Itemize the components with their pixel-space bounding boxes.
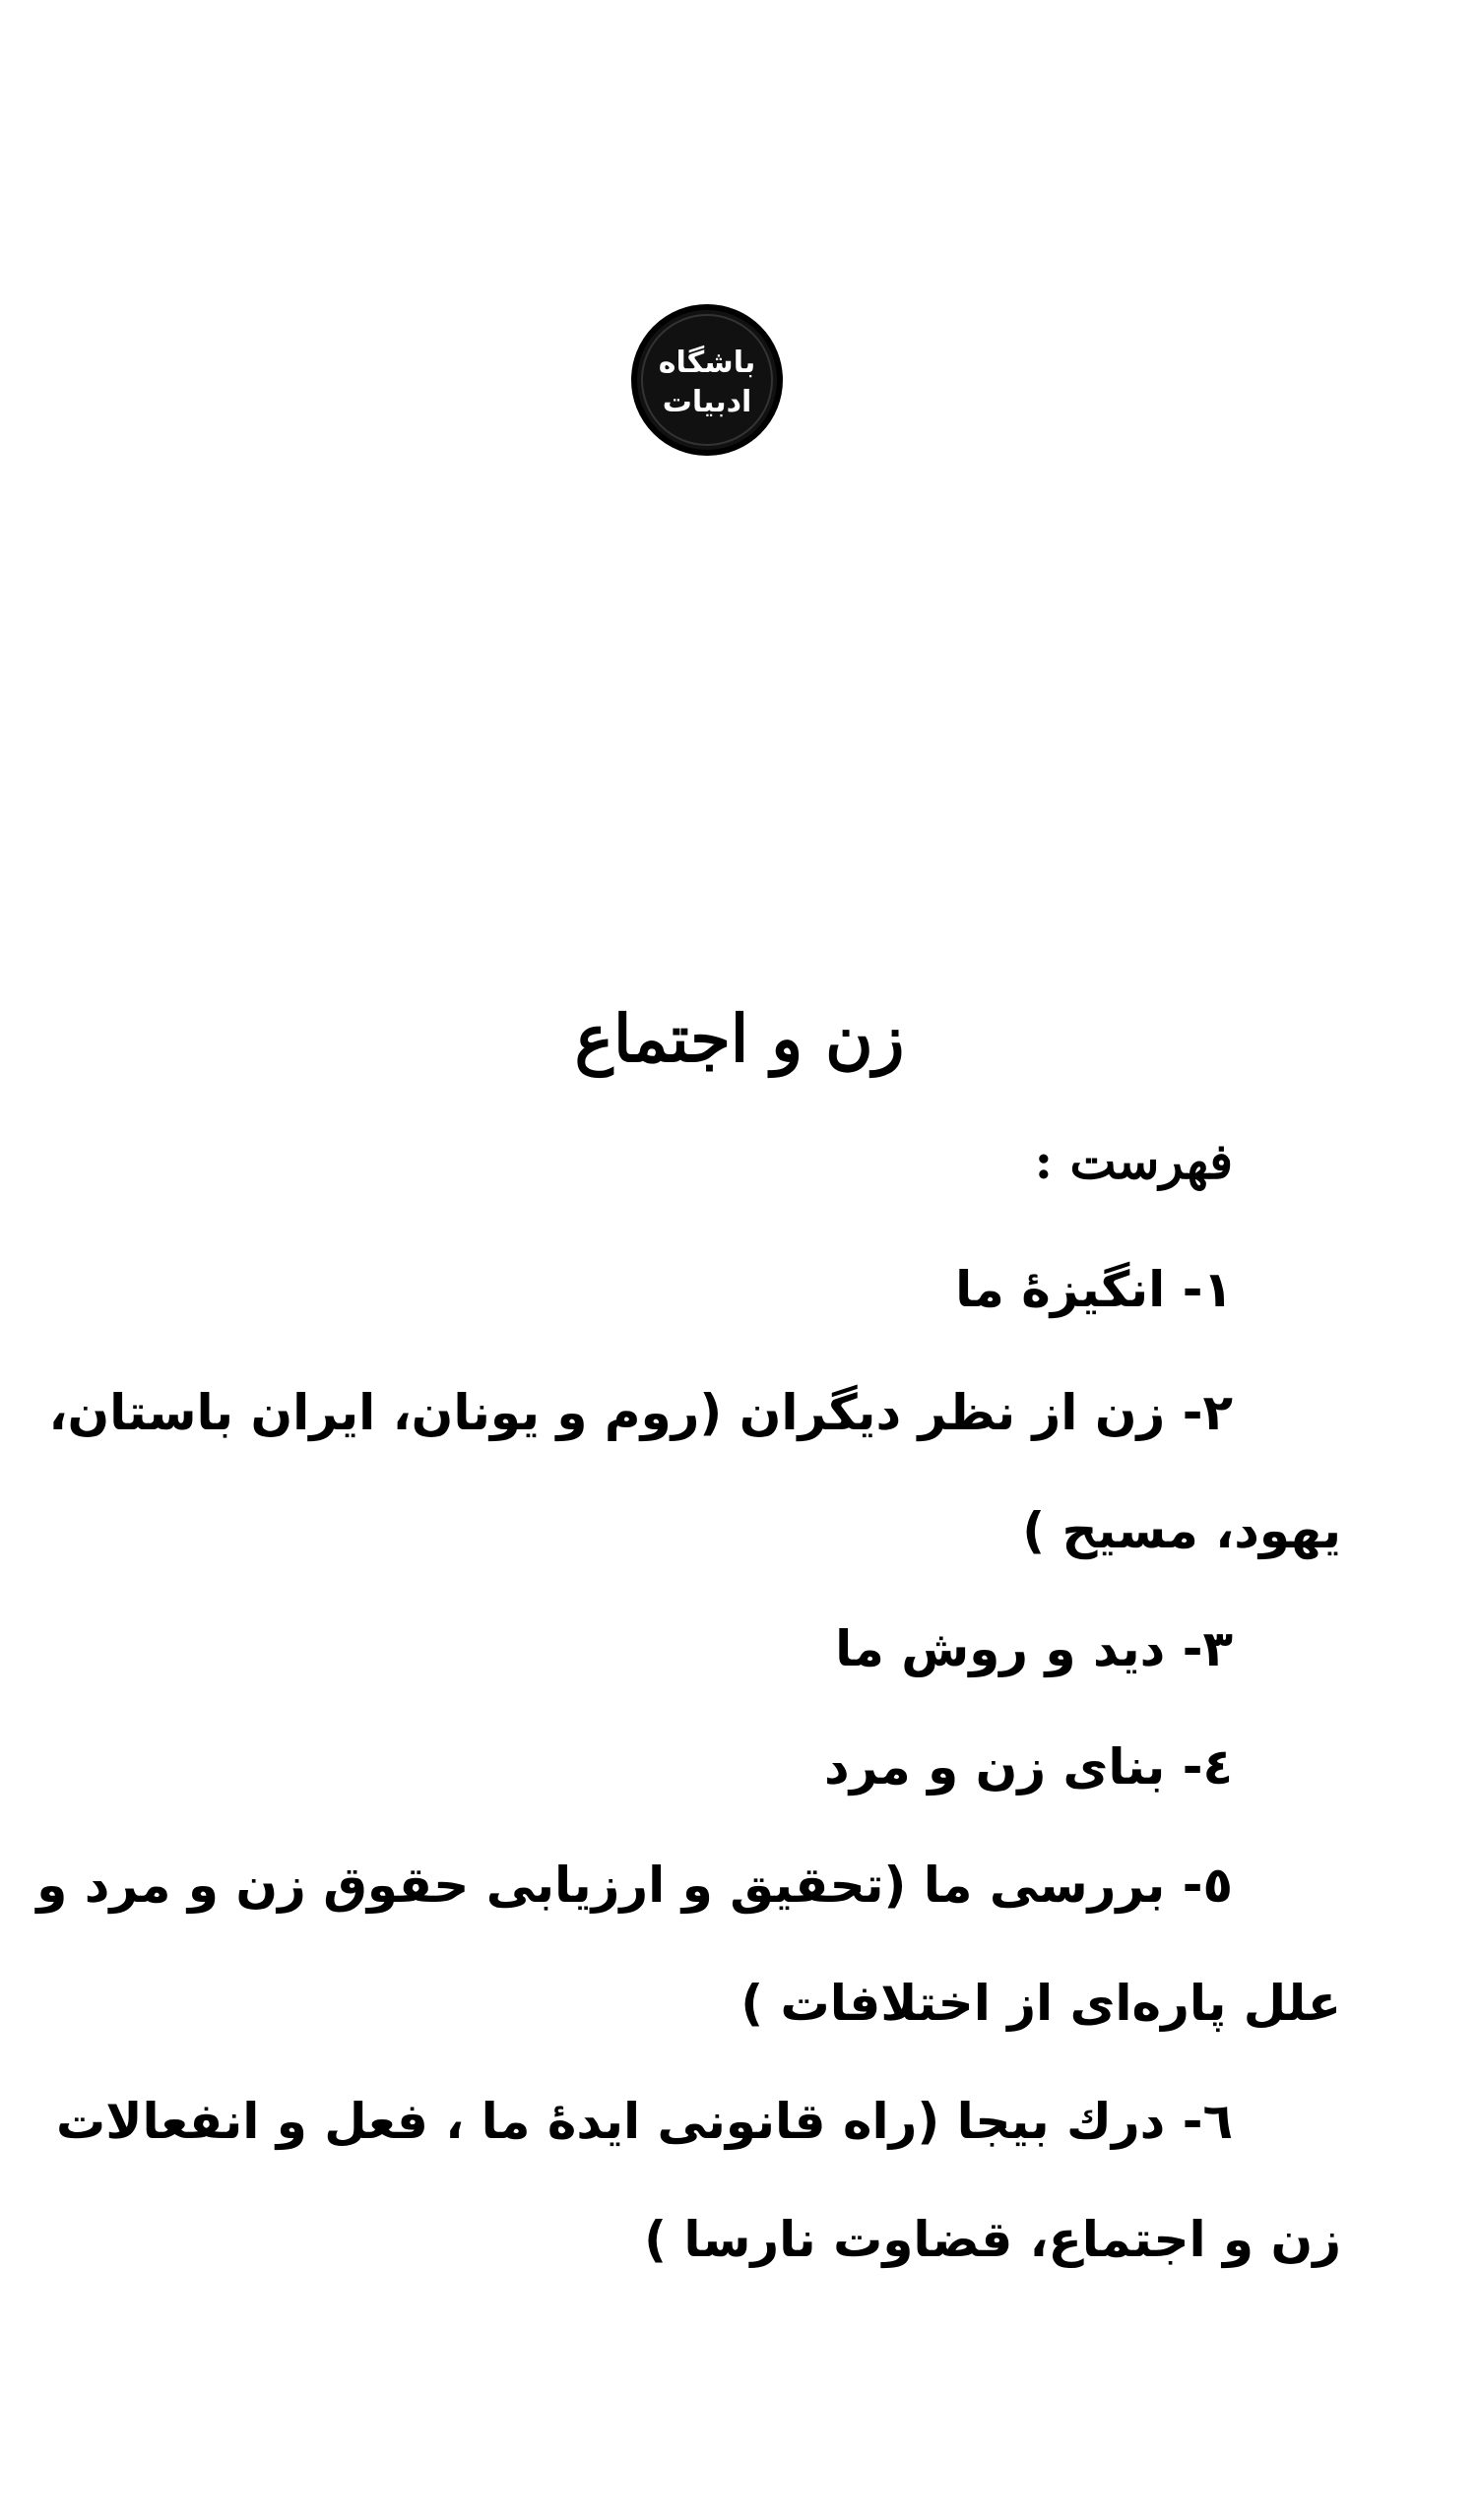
toc-item-2: ۲- زن از نظر دیگران (روم و یونان، ایران باستان،	[48, 1384, 1233, 1441]
toc-item-6-continued: زن و اجتماع، قضاوت نارسا )	[644, 2211, 1341, 2268]
logo-icon	[628, 301, 786, 459]
toc-item-4: ٤- بنای زن و مرد	[824, 1738, 1233, 1796]
book-title: زن و اجتماع	[574, 1000, 905, 1077]
toc-item-5: ٥- بررسی ما (تحقیق و ارزیابی حقوق زن و مرد و	[36, 1857, 1233, 1914]
logo-text-line2: ادبیات	[662, 385, 752, 419]
toc-item-5-continued: علل پاره‌ای از اختلافات )	[740, 1975, 1341, 2032]
logo-text-line1: باشگاه	[658, 346, 756, 380]
toc-item-2-continued: یهود، مسیح )	[1022, 1502, 1341, 1559]
toc-item-1: ۱- انگیزهٔ ما	[955, 1261, 1233, 1318]
toc-heading: فهرست :	[1034, 1132, 1233, 1190]
toc-item-3: ۳- دید و روش ما	[835, 1620, 1233, 1677]
toc-item-6: ٦- درك بیجا (راه قانونی ایدهٔ ما ، فعل و انفعالات	[56, 2093, 1233, 2150]
publisher-logo-stamp	[628, 301, 786, 459]
